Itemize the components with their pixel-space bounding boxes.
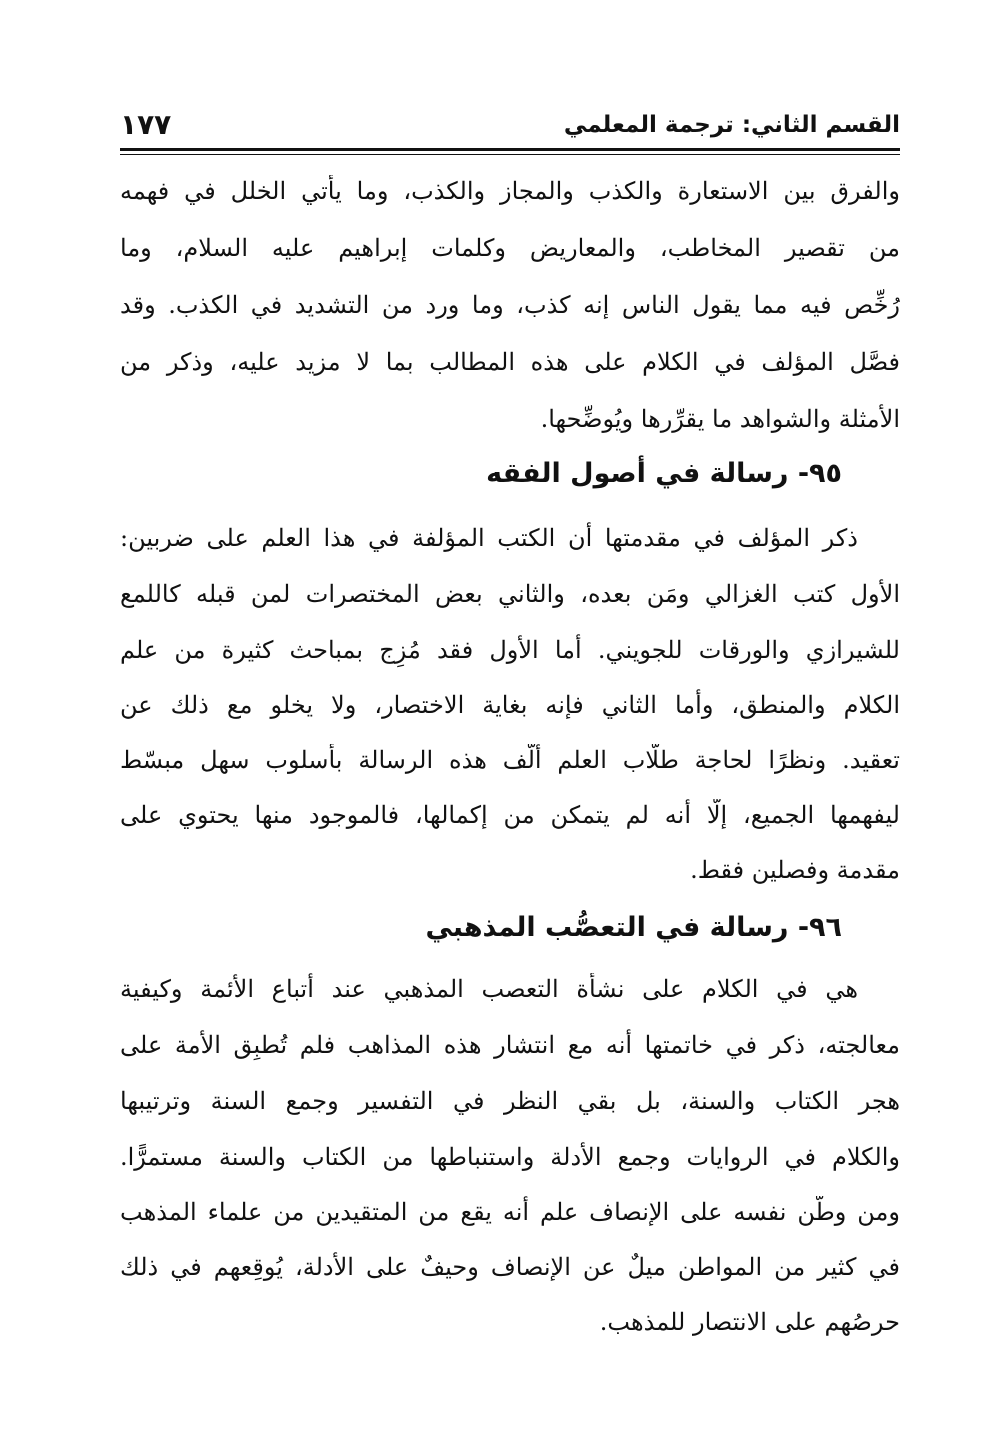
section-heading-96: ٩٦- رسالة في التعصُّب المذهبي [425, 912, 842, 943]
paragraph-line: والكلام في الروايات وجمع الأدلة واستنباطها من الكتاب والسنة مستمرًّا. [120, 1143, 900, 1171]
paragraph-line: هي في الكلام على نشأة التعصب المذهبي عند أتباع الأئمة وكيفية [120, 975, 858, 1003]
header-rule-thin [120, 154, 900, 155]
paragraph-line: معالجته، ذكر في خاتمتها أنه مع انتشار هذه المذاهب فلم تُطبِق الأمة على [120, 1031, 900, 1059]
paragraph-line: ومن وطَّن نفسه على الإنصاف علم أنه يقع من المتقيدين من علماء المذهب [120, 1198, 900, 1226]
paragraph-line: مقدمة وفصلين فقط. [690, 856, 900, 884]
header-rule-thick [120, 148, 900, 151]
paragraph-line: ذكر المؤلف في مقدمتها أن الكتب المؤلفة في هذا العلم على ضربين: [120, 524, 858, 552]
paragraph-line: ليفهمها الجميع، إلّا أنه لم يتمكن من إكمالها، فالموجود منها يحتوي على [120, 801, 900, 829]
page-number: ١٧٧ [120, 108, 172, 141]
paragraph-line: الأول كتب الغزالي ومَن بعده، والثاني بعض المختصرات لمن قبله كاللمع [120, 580, 900, 608]
section-heading-95: ٩٥- رسالة في أصول الفقه [486, 458, 842, 489]
paragraph-line: للشيرازي والورقات للجويني. أما الأول فقد مُزِج بمباحث كثيرة من علم [120, 636, 900, 664]
paragraph-line: الأمثلة والشواهد ما يقرِّرها ويُوضِّحها. [540, 405, 900, 433]
page-header [120, 108, 900, 148]
paragraph-line: في كثير من المواطن ميلٌ عن الإنصاف وحيفٌ على الأدلة، يُوقِعهم في ذلك [120, 1253, 900, 1281]
paragraph-line: تعقيد. ونظرًا لحاجة طلّاب العلم ألّف هذه الرسالة بأسلوب سهل مبسّط [120, 746, 900, 774]
paragraph-line: الكلام والمنطق، وأما الثاني فإنه بغاية الاختصار، ولا يخلو مع ذلك عن [120, 691, 900, 719]
paragraph-line: هجر الكتاب والسنة، بل بقي النظر في التفسير وجمع السنة وترتيبها [120, 1087, 900, 1115]
paragraph-line: والفرق بين الاستعارة والكذب والمجاز والكذب، وما يأتي الخلل في فهمه [120, 177, 900, 205]
paragraph-line: من تقصير المخاطب، والمعاريض وكلمات إبراهيم عليه السلام، وما [120, 234, 900, 262]
paragraph-line: حرصُهم على الانتصار للمذهب. [599, 1308, 900, 1336]
paragraph-line: رُخِّص فيه مما يقول الناس إنه كذب، وما ورد من التشديد في الكذب. وقد [120, 291, 900, 319]
running-title: القسم الثاني: ترجمة المعلمي [563, 112, 900, 138]
paragraph-line: فصَّل المؤلف في الكلام على هذه المطالب بما لا مزيد عليه، وذكر من [120, 348, 900, 376]
